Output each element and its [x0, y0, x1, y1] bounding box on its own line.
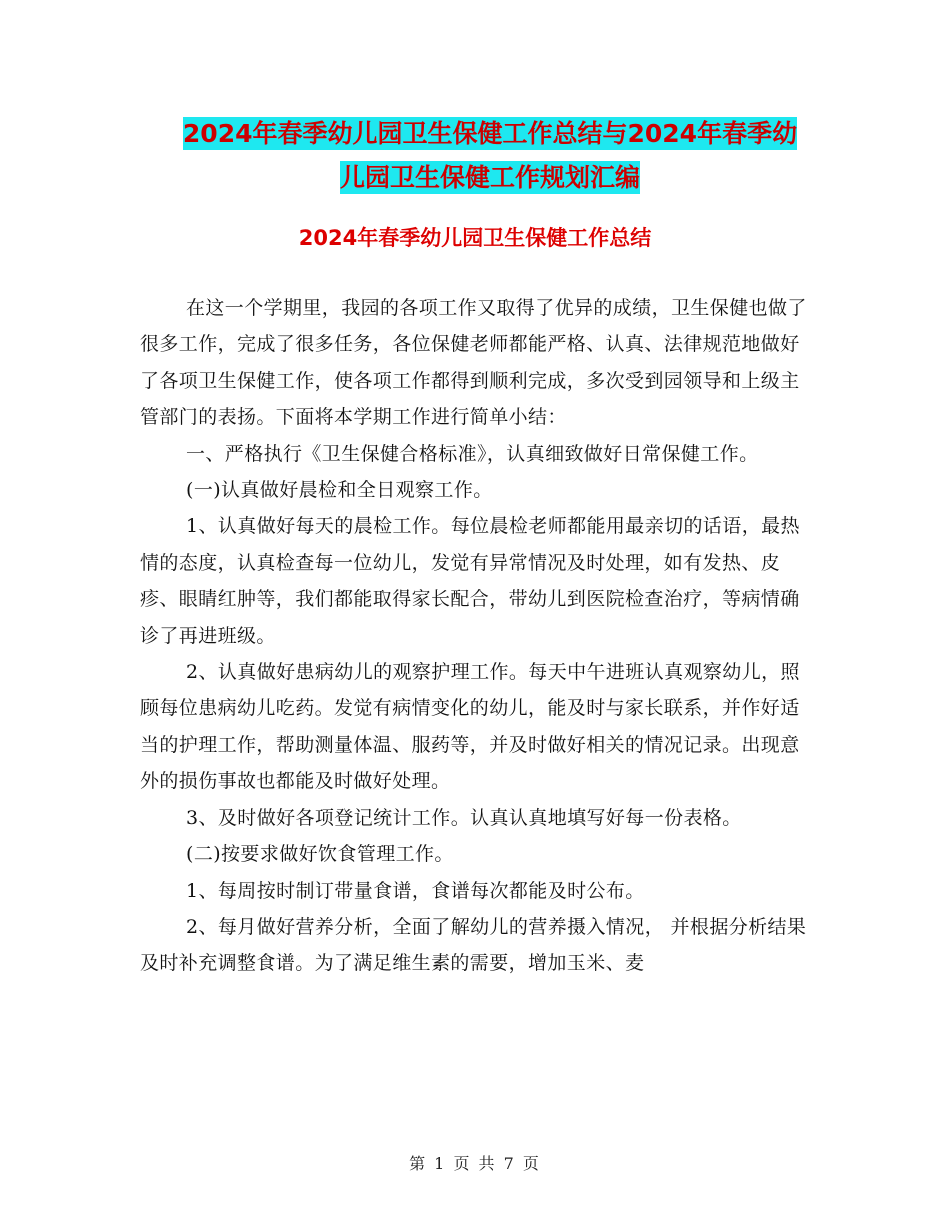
paragraph: 在这一个学期里，我园的各项工作又取得了优异的成绩，卫生保健也做了很多工作，完成了很多任务，各位保健老师都能严格、认真、法律规范地做好了各项卫生保健工作，使各项工作都得到顺利完成，多次受到园领导和上级主管部门的表扬。下面将本学期工作进行简单小结： [140, 297, 807, 429]
document-body [140, 290, 812, 982]
page-footer: 第 1 页 共 7 页 [409, 1154, 541, 1173]
paragraph: (二)按要求做好饮食管理工作。 [186, 843, 454, 866]
paragraph: 2、认真做好患病幼儿的观察护理工作。每天中午进班认真观察幼儿，照顾每位患病幼儿吃药。发觉有病情变化的幼儿，能及时与家长联系，并作好适当的护理工作，帮助测量体温、服药等，并及时做好相关的情况记录。出现意外的损伤事故也都能及时做好处理。 [140, 661, 800, 793]
document-title [140, 112, 840, 200]
paragraph: 一、严格执行《卫生保健合格标准》，认真细致做好日常保健工作。 [186, 442, 759, 465]
title-line-2: 儿园卫生保健工作规划汇编 [339, 163, 640, 192]
section-title: 2024年春季幼儿园卫生保健工作总结 [298, 226, 652, 250]
paragraph: 1、认真做好每天的晨检工作。每位晨检老师都能用最亲切的话语，最热情的态度，认真检查每一位幼儿，发觉有异常情况及时处理，如有发热、皮疹、眼睛红肿等，我们都能取得家长配合，带幼儿到医院检查治疗，等病情确诊了再进班级。 [140, 515, 800, 647]
title-line-1: 2024年春季幼儿园卫生保健工作总结与2024年春季幼 [182, 119, 798, 148]
paragraph: (一)认真做好晨检和全日观察工作。 [186, 479, 493, 502]
paragraph: 3、及时做好各项登记统计工作。认真认真地填写好每一份表格。 [186, 806, 742, 829]
paragraph: 2、每月做好营养分析，全面了解幼儿的营养摄入情况， 并根据分析结果及时补充调整食谱。为了满足维生素的需要，增加玉米、麦 [140, 915, 807, 975]
paragraph: 1、每周按时制订带量食谱，食谱每次都能及时公布。 [186, 879, 645, 902]
